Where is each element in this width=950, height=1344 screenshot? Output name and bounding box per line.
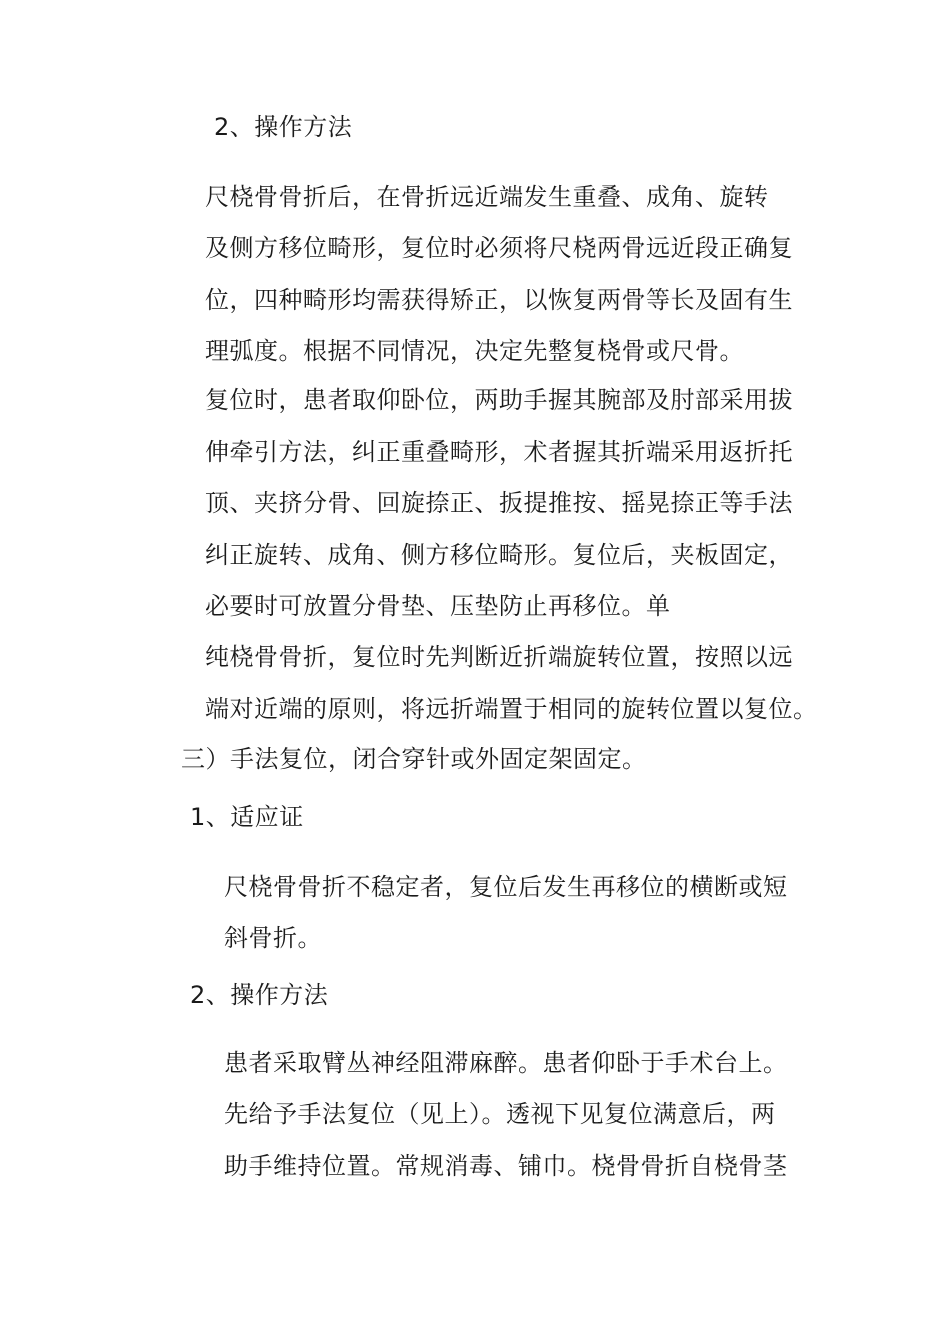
paragraph-line: 尺桡骨骨折后，在骨折远近端发生重叠、成角、旋转 xyxy=(205,183,769,211)
heading-operation-method: 2、操作方法 xyxy=(214,113,353,141)
paragraph-line: 及侧方移位畸形，复位时必须将尺桡两骨远近段正确复 xyxy=(205,234,793,262)
paragraph-line: 患者采取臂丛神经阻滞麻醉。患者仰卧于手术台上。 xyxy=(224,1049,788,1077)
heading-operation-method: 2、操作方法 xyxy=(190,981,329,1009)
paragraph-line: 纯桡骨骨折，复位时先判断近折端旋转位置，按照以远 xyxy=(205,643,793,671)
paragraph-line: 必要时可放置分骨垫、压垫防止再移位。单 xyxy=(205,592,671,620)
heading-indication: 1、适应证 xyxy=(190,803,304,831)
paragraph-line: 伸牵引方法，纠正重叠畸形，术者握其折端采用返折托 xyxy=(205,438,793,466)
section-title: 三）手法复位，闭合穿针或外固定架固定。 xyxy=(181,745,647,773)
paragraph-line: 纠正旋转、成角、侧方移位畸形。复位后，夹板固定， xyxy=(205,541,793,569)
paragraph-line: 尺桡骨骨折不稳定者，复位后发生再移位的横断或短 xyxy=(224,873,788,901)
paragraph-line: 理弧度。根据不同情况，决定先整复桡骨或尺骨。 xyxy=(205,337,744,365)
paragraph-line: 斜骨折。 xyxy=(224,924,322,952)
paragraph-line: 顶、夹挤分骨、回旋捺正、扳提推按、摇晃捺正等手法 xyxy=(205,489,793,517)
paragraph-line: 复位时，患者取仰卧位，两助手握其腕部及肘部采用拔 xyxy=(205,386,793,414)
paragraph-line: 端对近端的原则，将远折端置于相同的旋转位置以复位。 xyxy=(205,695,818,723)
paragraph-line: 先给予手法复位（见上）。透视下见复位满意后，两 xyxy=(224,1100,776,1128)
paragraph-line: 助手维持位置。常规消毒、铺巾。桡骨骨折自桡骨茎 xyxy=(224,1152,788,1180)
paragraph-line: 位，四种畸形均需获得矫正，以恢复两骨等长及固有生 xyxy=(205,286,793,314)
